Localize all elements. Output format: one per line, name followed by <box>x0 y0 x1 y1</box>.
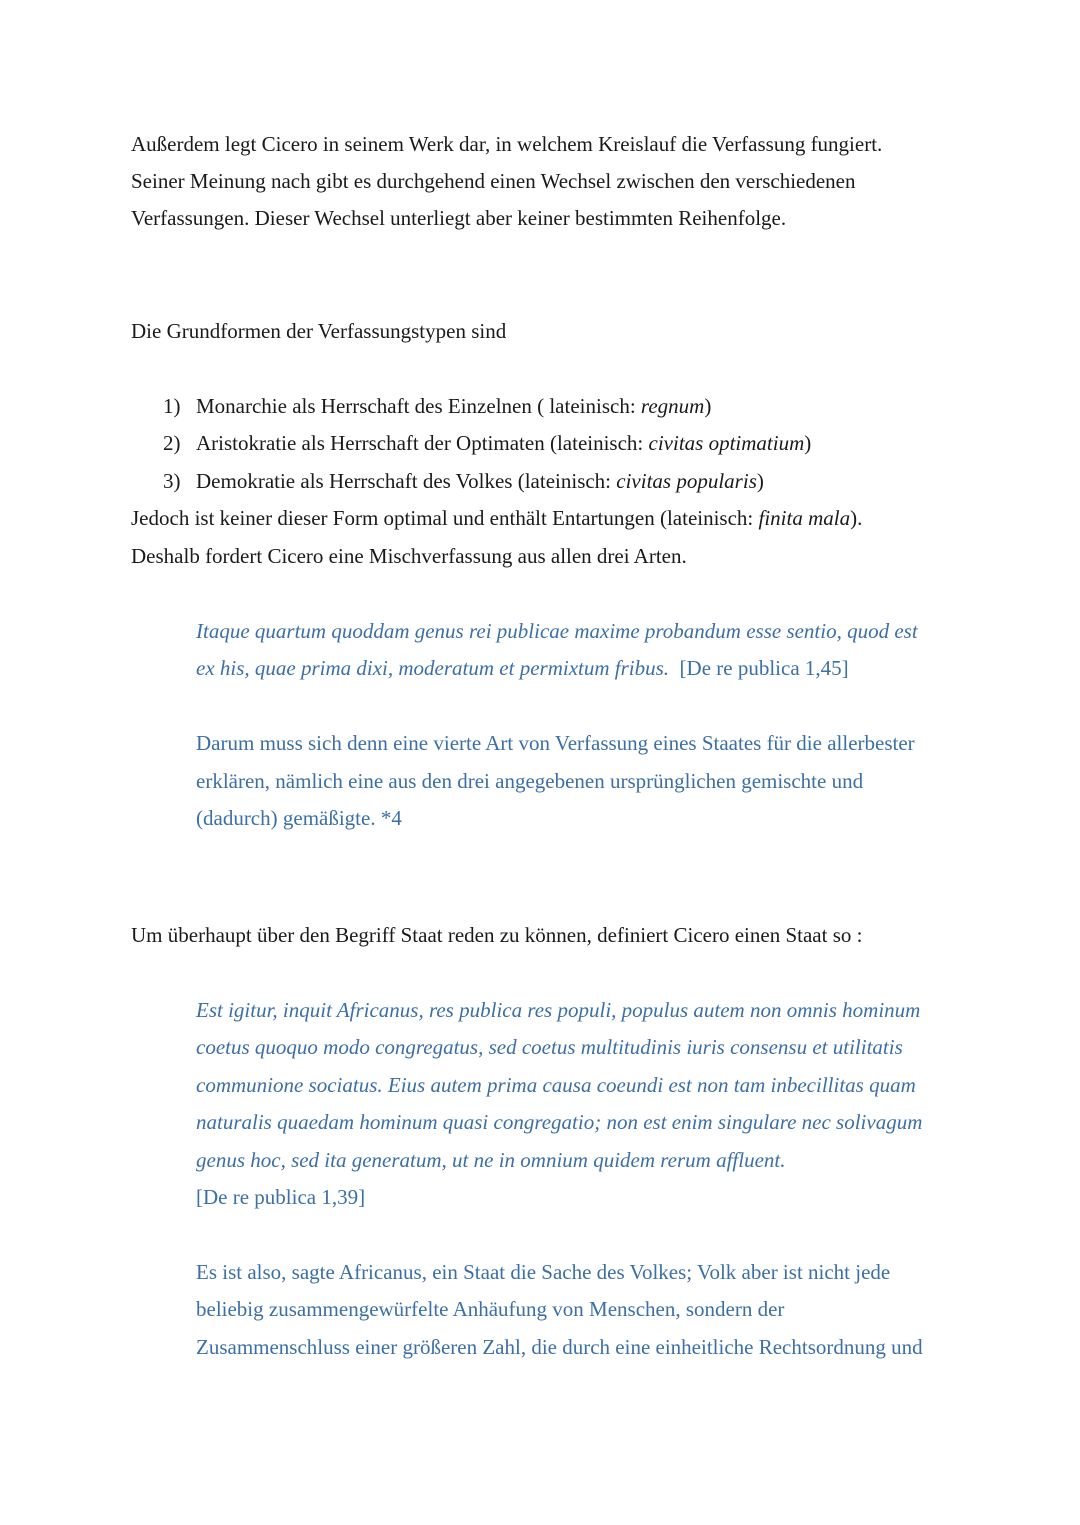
quote2-latin-line-3: communione sociatus. Eius autem prima causa coeundi est non tam inbecillitas quam <box>196 1073 916 1097</box>
intro-line-3: Verfassungen. Dieser Wechsel unterliegt aber keiner bestimmten Reihenfolge. <box>131 206 787 230</box>
list-item-number: 1) <box>163 394 181 418</box>
quote2-translation-line-3: Zusammenschluss einer größeren Zahl, die durch eine einheitliche Rechtsordnung und <box>196 1335 923 1359</box>
quote2-citation: [De re publica 1,39] <box>196 1185 366 1209</box>
list-item-text: Aristokratie als Herrschaft der Optimaten (lateinisch: <box>196 431 649 455</box>
list-item <box>163 468 764 494</box>
quote1-latin-line-2 <box>196 655 849 681</box>
intro-line-2: Seiner Meinung nach gibt es durchgehend einen Wechsel zwischen den verschiedenen <box>131 169 856 193</box>
intro-line-1: Außerdem legt Cicero in seinem Werk dar, in welchem Kreislauf die Verfassung fungiert. <box>131 132 883 156</box>
after-list-line-2: Deshalb fordert Cicero eine Mischverfassung aus allen drei Arten. <box>131 544 687 568</box>
after-list-line-1 <box>131 505 862 531</box>
quote2-translation-line-1: Es ist also, sagte Africanus, ein Staat die Sache des Volkes; Volk aber ist nicht jede <box>196 1260 891 1284</box>
after-list-close: ). <box>850 506 863 530</box>
quote2-translation-line-2: beliebig zusammengewürfelte Anhäufung von Menschen, sondern der <box>196 1297 785 1321</box>
latin-term: finita mala <box>758 506 851 530</box>
quote1-translation-line-3: (dadurch) gemäßigte. *4 <box>196 806 402 830</box>
list-item-close: ) <box>704 394 712 418</box>
latin-term: civitas optimatium <box>648 431 805 455</box>
list-item <box>163 393 711 419</box>
grundformen-heading: Die Grundformen der Verfassungstypen sind <box>131 319 507 343</box>
quote1-translation-line-2: erklären, nämlich eine aus den drei angegebenen ursprünglichen gemischte und <box>196 769 864 793</box>
list-item-number: 3) <box>163 469 181 493</box>
list-item-number: 2) <box>163 431 181 455</box>
list-item-close: ) <box>756 469 764 493</box>
quote1-translation-line-1: Darum muss sich denn eine vierte Art von Verfassung eines Staates für die allerbester <box>196 731 915 755</box>
definition-lead: Um überhaupt über den Begriff Staat reden zu können, definiert Cicero einen Staat so : <box>131 923 863 947</box>
quote2-latin-line-4: naturalis quaedam hominum quasi congregatio; non est enim singulare nec solivagum <box>196 1110 923 1134</box>
quote1-citation: [De re publica 1,45] <box>679 656 849 680</box>
list-item-text: Monarchie als Herrschaft des Einzelnen ( lateinisch: <box>196 394 641 418</box>
quote2-latin-line-5: genus hoc, sed ita generatum, ut ne in omnium quidem rerum affluent. <box>196 1148 786 1172</box>
list-item-text: Demokratie als Herrschaft des Volkes (lateinisch: <box>196 469 617 493</box>
latin-term: regnum <box>640 394 705 418</box>
quote1-latin-line-1: Itaque quartum quoddam genus rei publicae maxime probandum esse sentio, quod est <box>196 619 918 643</box>
after-list-text: Jedoch ist keiner dieser Form optimal und enthält Entartungen (lateinisch: <box>131 506 759 530</box>
quote1-latin-text: ex his, quae prima dixi, moderatum et permixtum fribus. <box>196 656 670 680</box>
quote2-latin-line-2: coetus quoquo modo congregatus, sed coetus multitudinis iuris consensu et utilitatis <box>196 1035 903 1059</box>
list-item <box>163 430 811 456</box>
list-item-close: ) <box>804 431 812 455</box>
quote2-latin-line-1: Est igitur, inquit Africanus, res publica res populi, populus autem non omnis hominum <box>196 998 921 1022</box>
latin-term: civitas popularis <box>616 469 757 493</box>
